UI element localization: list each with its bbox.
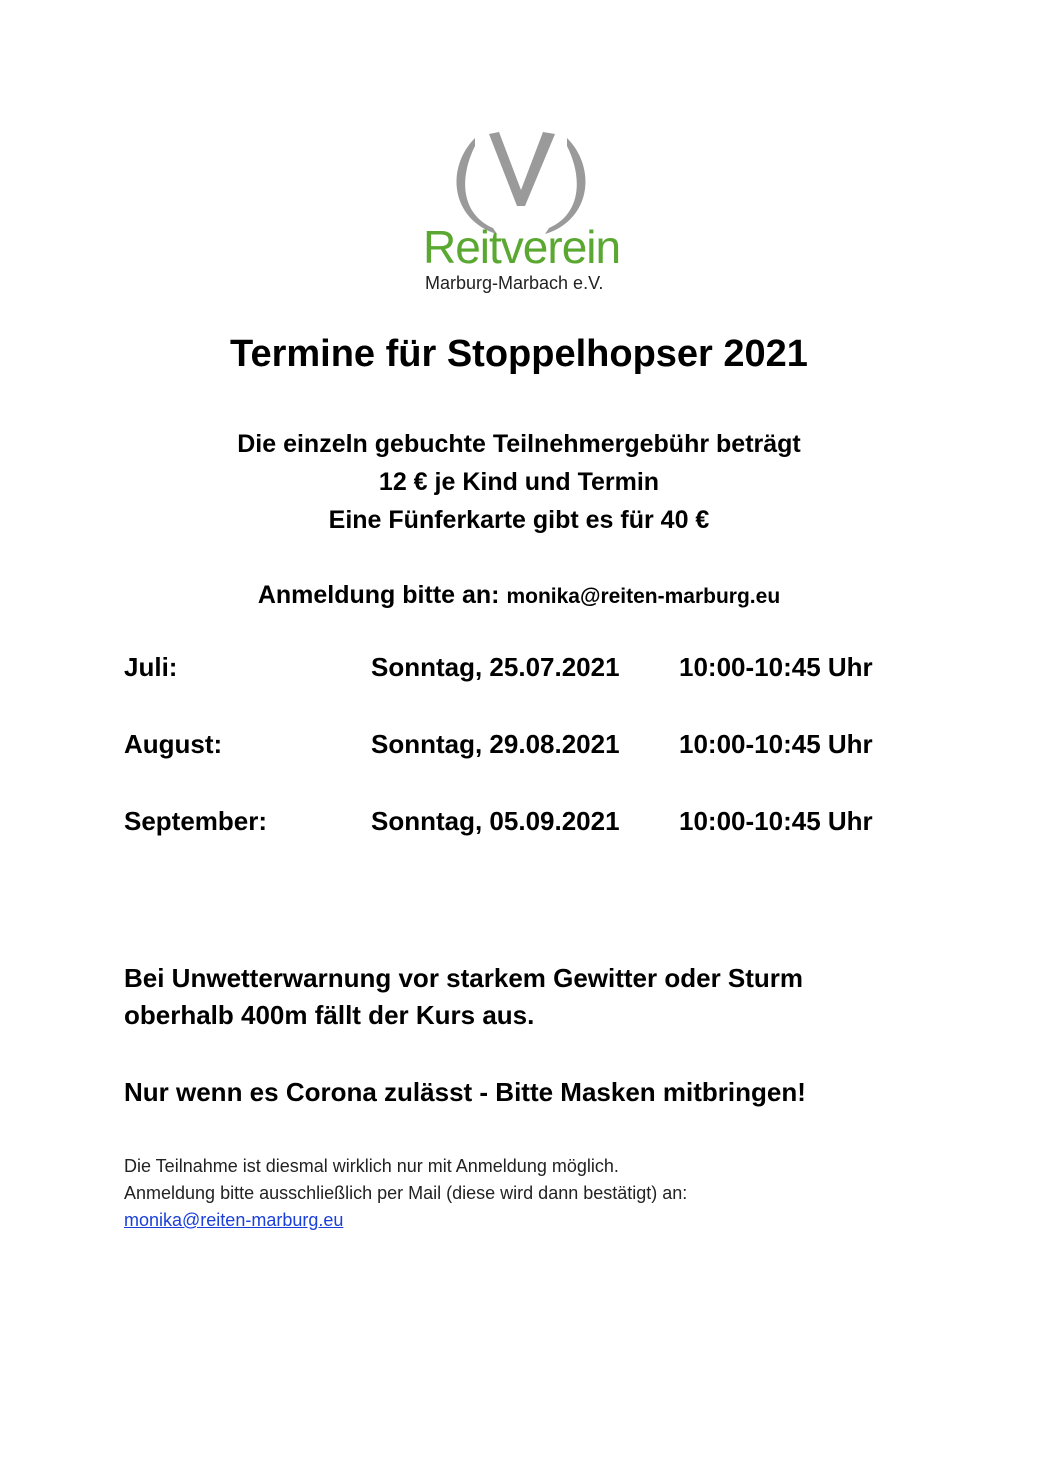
schedule-time: 10:00-10:45 Uhr: [679, 806, 873, 836]
logo-subtitle: Marburg-Marbach e.V.: [425, 273, 604, 293]
schedule-date: Sonntag, 05.09.2021: [371, 806, 620, 836]
schedule-row: [124, 806, 924, 883]
schedule-date: Sonntag, 29.08.2021: [371, 729, 620, 759]
schedule-month: September:: [124, 806, 268, 836]
fee-line: Die einzeln gebuchte Teilnehmergebühr beträgt: [237, 430, 801, 458]
fee-info: [0, 425, 1038, 539]
warning-line: Bei Unwetterwarnung vor starkem Gewitter oder Sturm: [124, 963, 804, 993]
signup-info: [0, 580, 1038, 612]
fee-line: 12 € je Kind und Termin: [378, 468, 660, 496]
warning-line: oberhalb 400m fällt der Kurs aus.: [124, 1000, 535, 1030]
logo-name: Reitverein: [423, 221, 621, 273]
email-link[interactable]: monika@reiten-marburg.eu: [124, 1210, 344, 1230]
schedule-date: Sonntag, 25.07.2021: [371, 652, 620, 682]
schedule-table: [124, 652, 924, 883]
schedule-time: 10:00-10:45 Uhr: [679, 652, 873, 682]
schedule-row: [124, 652, 924, 729]
schedule-row: [124, 729, 924, 806]
club-logo: [415, 128, 625, 298]
registration-note: [124, 1153, 984, 1234]
weather-warning: [124, 960, 984, 1034]
schedule-month: Juli:: [124, 652, 178, 682]
schedule-month: August:: [124, 729, 223, 759]
fee-line: Eine Fünferkarte gibt es für 40 €: [328, 506, 710, 534]
signup-label: Anmeldung bitte an:: [257, 581, 500, 609]
page-title: Termine für Stoppelhopser 2021: [230, 333, 808, 375]
note-line: Anmeldung bitte ausschließlich per Mail (diese wird dann bestätigt) an:: [124, 1183, 688, 1203]
note-line: Die Teilnahme ist diesmal wirklich nur mit Anmeldung möglich.: [124, 1156, 619, 1176]
schedule-time: 10:00-10:45 Uhr: [679, 729, 873, 759]
signup-email: monika@reiten-marburg.eu: [506, 585, 781, 608]
corona-notice: Nur wenn es Corona zulässt - Bitte Masken mitbringen!: [124, 1077, 806, 1107]
